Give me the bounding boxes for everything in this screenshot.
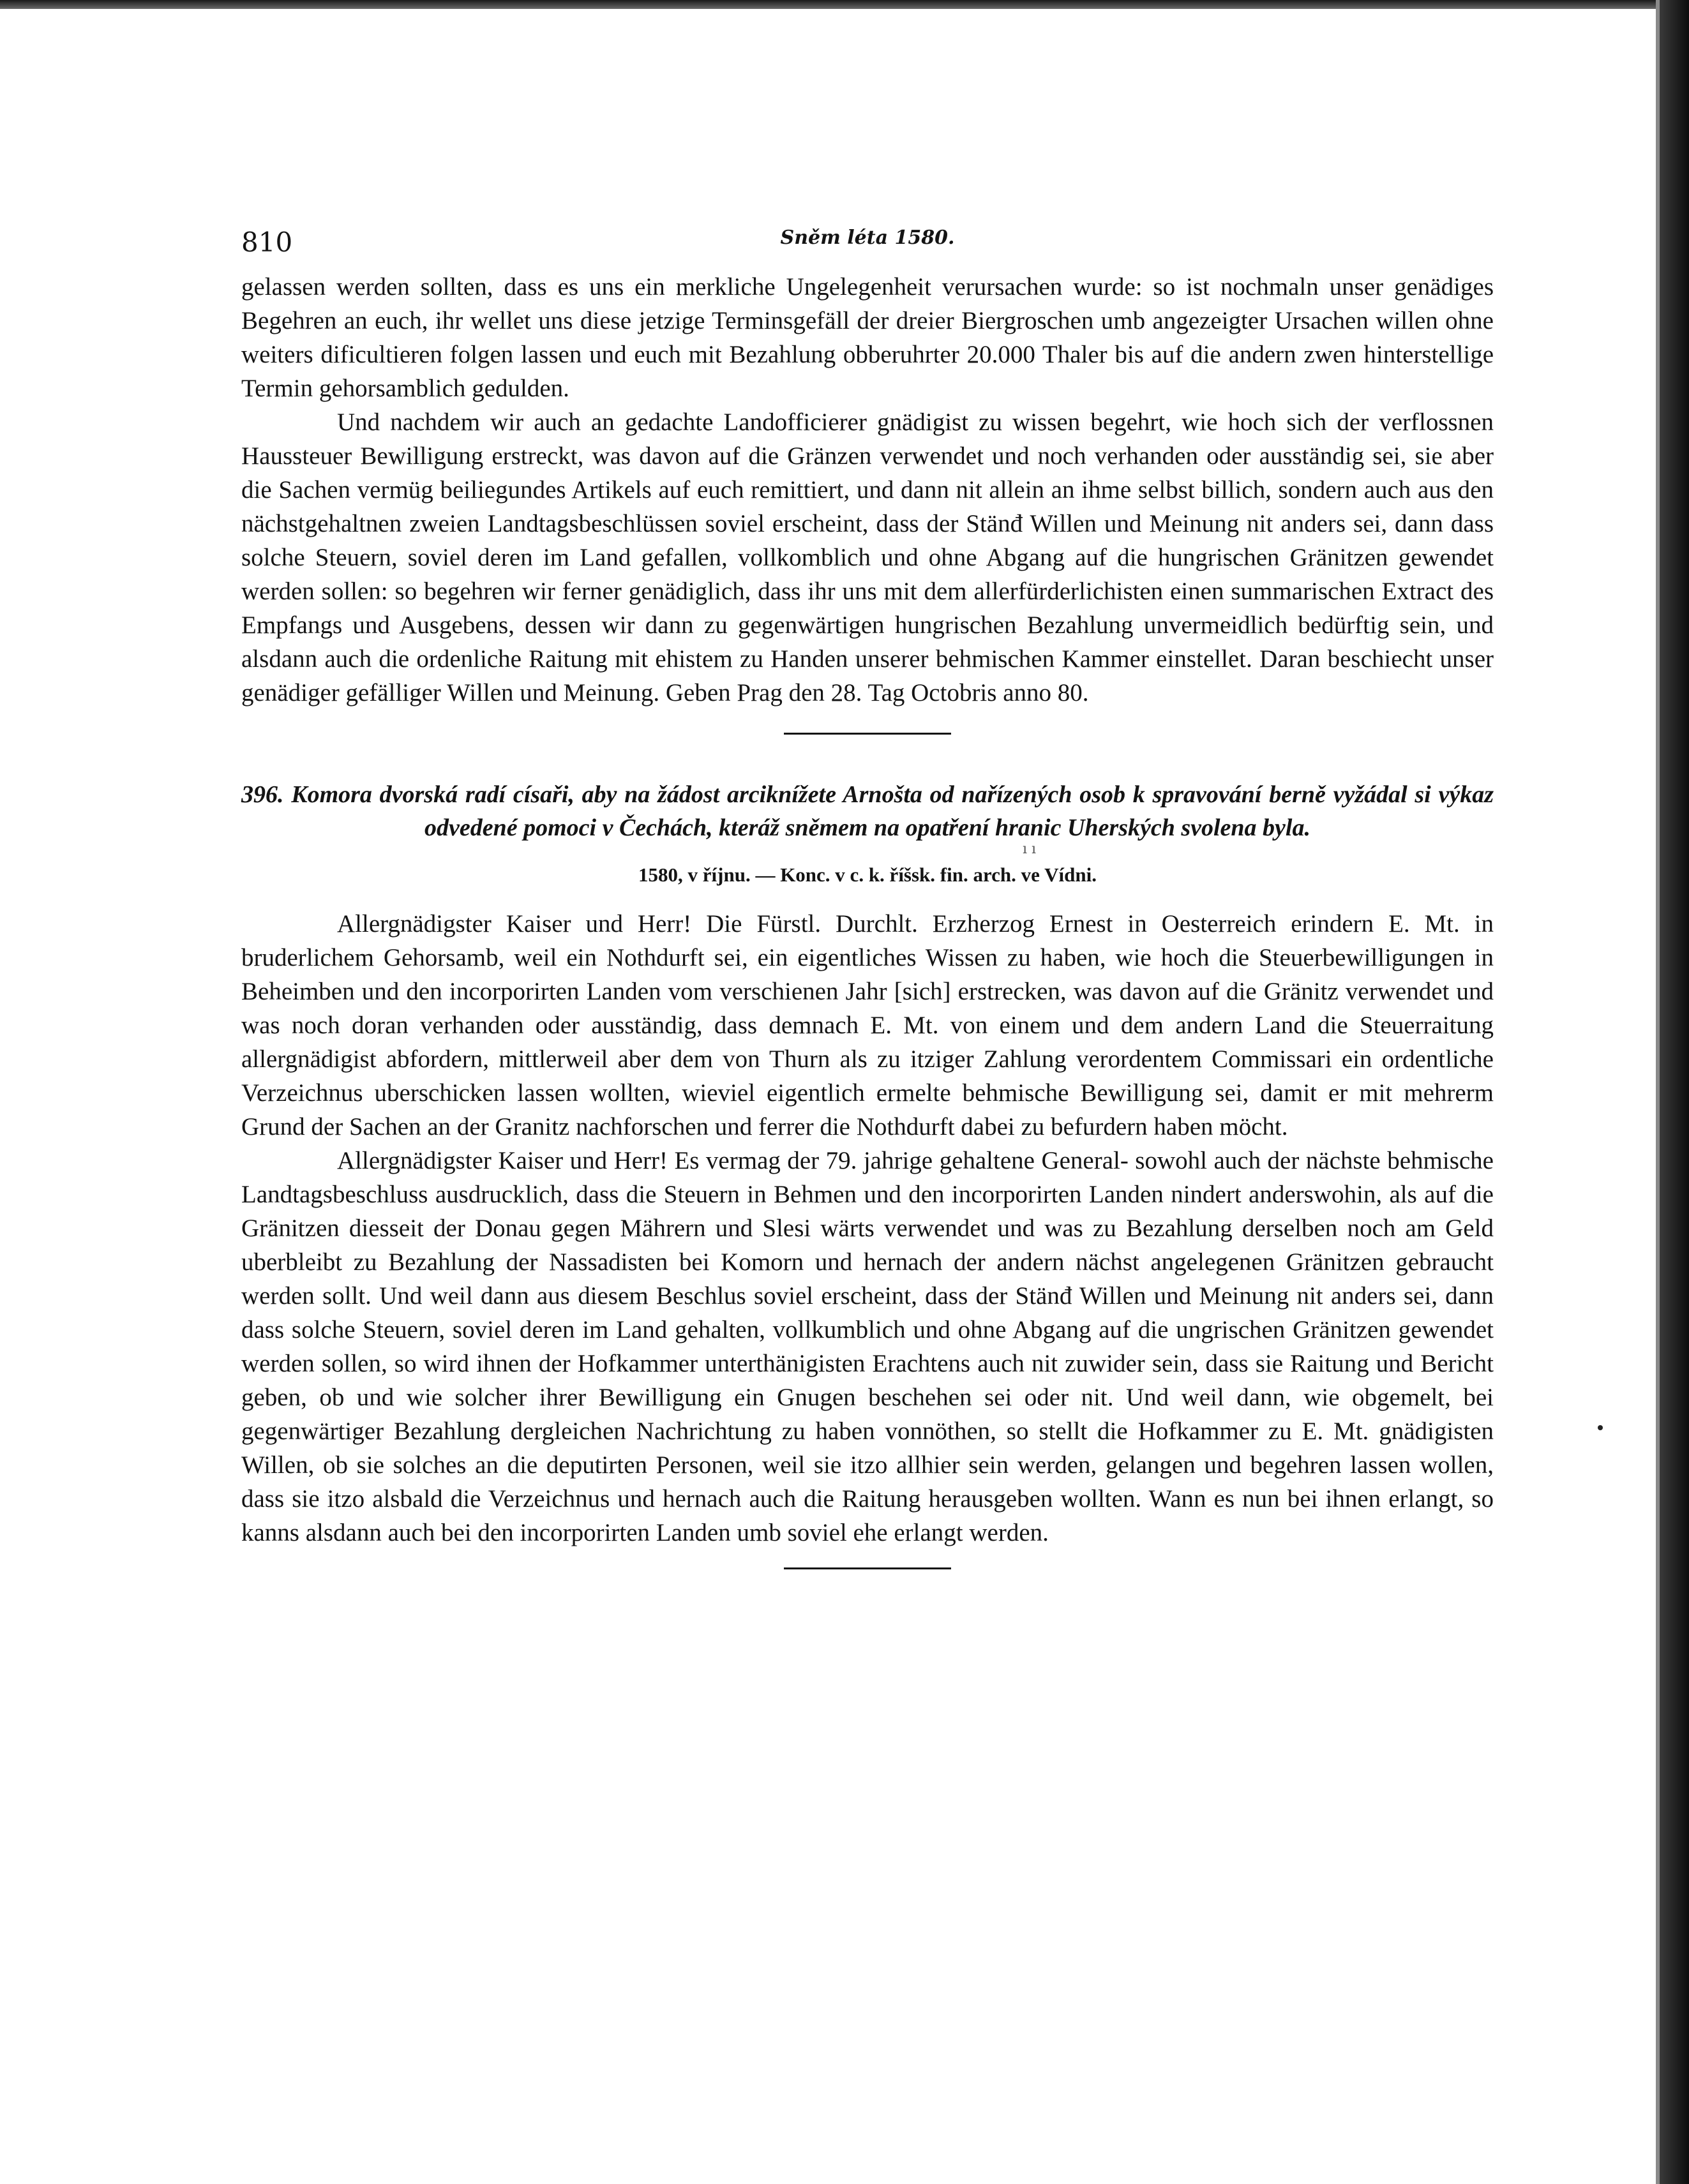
scan-border-right [1660, 0, 1689, 2184]
page-number: 810 [241, 227, 293, 258]
scan-border-top [0, 0, 1689, 9]
page [241, 214, 1494, 1569]
page-header [241, 214, 1494, 258]
paragraph: Allergnädigster Kaiser und Herr! Die Fürstl. Durchlt. Erzherzog Ernest in Oesterreich erindern E. Mt. in bruderlichem Gehorsamb, weil ein Nothdurft sei, ein eigentliches Wissen zu haben, wie hoch die Steuerbewilligungen in Beheimben und den incorporirten Landen vom verschienen Jahr [sich] erstrecken, was davon auf die Gränitz verwendet und was noch doran verhanden oder ausständig, dass demnach E. Mt. von einem und dem andern Land die Steuerraitung allergnädigist abfordern, mittlerweil aber dem von Thurn als zu itziger Zahlung verordentem Commissari ein ordentliche Verzeichnus uberschicken lassen wollten, wieviel eigentlich ermelte behmische Bewilligung sei, damit er mit mehrerm Grund der Sachen an der Granitz nachforschen und ferrer die Nothdurft dabei zu befurdern haben möcht. [241, 910, 1494, 1141]
running-title: Sněm léta 1580. [780, 227, 955, 249]
paragraph: gelassen werden sollten, dass es uns ein merkliche Ungelegenheit verursachen wurde: so ist nochmaln unser genädiges Begehren an euch, ihr wellet uns diese jetzige Terminsgefäll der dreier Biergroschen umb angezeigter Ursachen willen ohne weiters dificultieren folgen lassen und euch mit Bezahlung obberuhrter 20.000 Thaler bis auf die andern zwen hinterstellige Termin gehorsamblich gedulden. [241, 273, 1494, 402]
paragraph: Allergnädigster Kaiser und Herr! Es vermag der 79. jahrige gehaltene General- sowohl auch der nächste behmische Landtagsbeschluss ausdrucklich, dass die Steuern in Behmen und den incorporirten Landen nindert anderswohin, als auf die Gränitzen diesseit der Donau gegen Mährern und Slesi wärts verwendet und was zu Bezahlung derselben noch am Geld uberbleibt zu Bezahlung der Nassadisten bei Komorn und hernach der andern nächst angelegenen Gränitzen gebraucht werden sollt. Und weil dann aus diesem Beschlus soviel erscheint, dass der Stänđ Willen und Meinung nit anders sei, dann dass solche Steuern, soviel deren im Land gehalten, vollkumblich und ohne Abgang auf die ungrischen Gränitzen gewendet werden sollen, so wird ihnen der Hofkammer unterthänigisten Erachtens auch nit zuwider sein, dass sie Raitung und Bericht geben, ob und wie solcher ihrer Bewilligung ein Gnugen beschehen sei oder nit. Und weil dann, wie obgemelt, bei gegenwärtiger Bezahlung dergleichen Nachrichtung zu haben vonnöthen, so stellt die Hofkammer zu E. Mt. gnädigisten Willen, ob sie solches an die deputirten Personen, weil sie itzo allhier sein werden, gelangen und begehren lassen wollen, dass sie itzo alsbald die Verzeichnus und hernach auch die Raitung herausgeben wollten. Wann es nun bei ihnen erlangt, so kanns alsdann auch bei den incorporirten Landen umb soviel ehe erlangt werden. [241, 1147, 1494, 1546]
document-heading: 396. Komora dvorská radí císaři, aby na žádost arciknížete Arnošta od nařízených osob k spravování berně vyžádal si výkaz odvedené pomoci v Čechách, kteráž sněmem na opatření hranic Uherských svolena byla. [241, 781, 1494, 841]
stray-mark: ı ı [1023, 841, 1037, 857]
stray-dot [1598, 1425, 1603, 1430]
section-divider [784, 1567, 951, 1569]
section-divider [784, 733, 951, 735]
paragraph: Und nachdem wir auch an gedachte Landofficierer gnädigist zu wissen begehrt, wie hoch sich der verflossnen Haussteuer Bewilligung erstreckt, was davon auf die Gränzen verwendet und noch verhanden oder ausständig sei, sie aber die Sachen vermüg beiliegundes Artikels auf euch remittiert, und dann nit allein an ihme selbst billich, sondern auch aus den nächstgehaltnen zweien Landtagsbeschlüssen soviel erscheint, dass der Stänđ Willen und Meinung nit anders sei, dann dass solche Steuern, soviel deren im Land gefallen, vollkomblich und ohne Abgang auf die hungrischen Gränitzen gewendet werden sollen: so begehren wir ferner genädiglich, dass ihr uns mit dem allerfürderlichisten einen summarischen Extract des Empfangs und Ausgebens, dessen wir dann zu gegenwärtigen hungrischen Bezahlung unvermeidlich bedürftig sein, und alsdann auch die ordenliche Raitung mit ehistem zu Handen unserer behmischen Kammer einstellet. Daran beschiecht unser genädiger gefälliger Willen und Meinung. Geben Prag den 28. Tag Octobris anno 80. [241, 408, 1494, 707]
document-source: 1580, v říjnu. — Konc. v c. k. říšsk. fin. arch. ve Vídni. [638, 864, 1097, 886]
document-text [241, 907, 1494, 1550]
continuation-text [241, 270, 1494, 710]
